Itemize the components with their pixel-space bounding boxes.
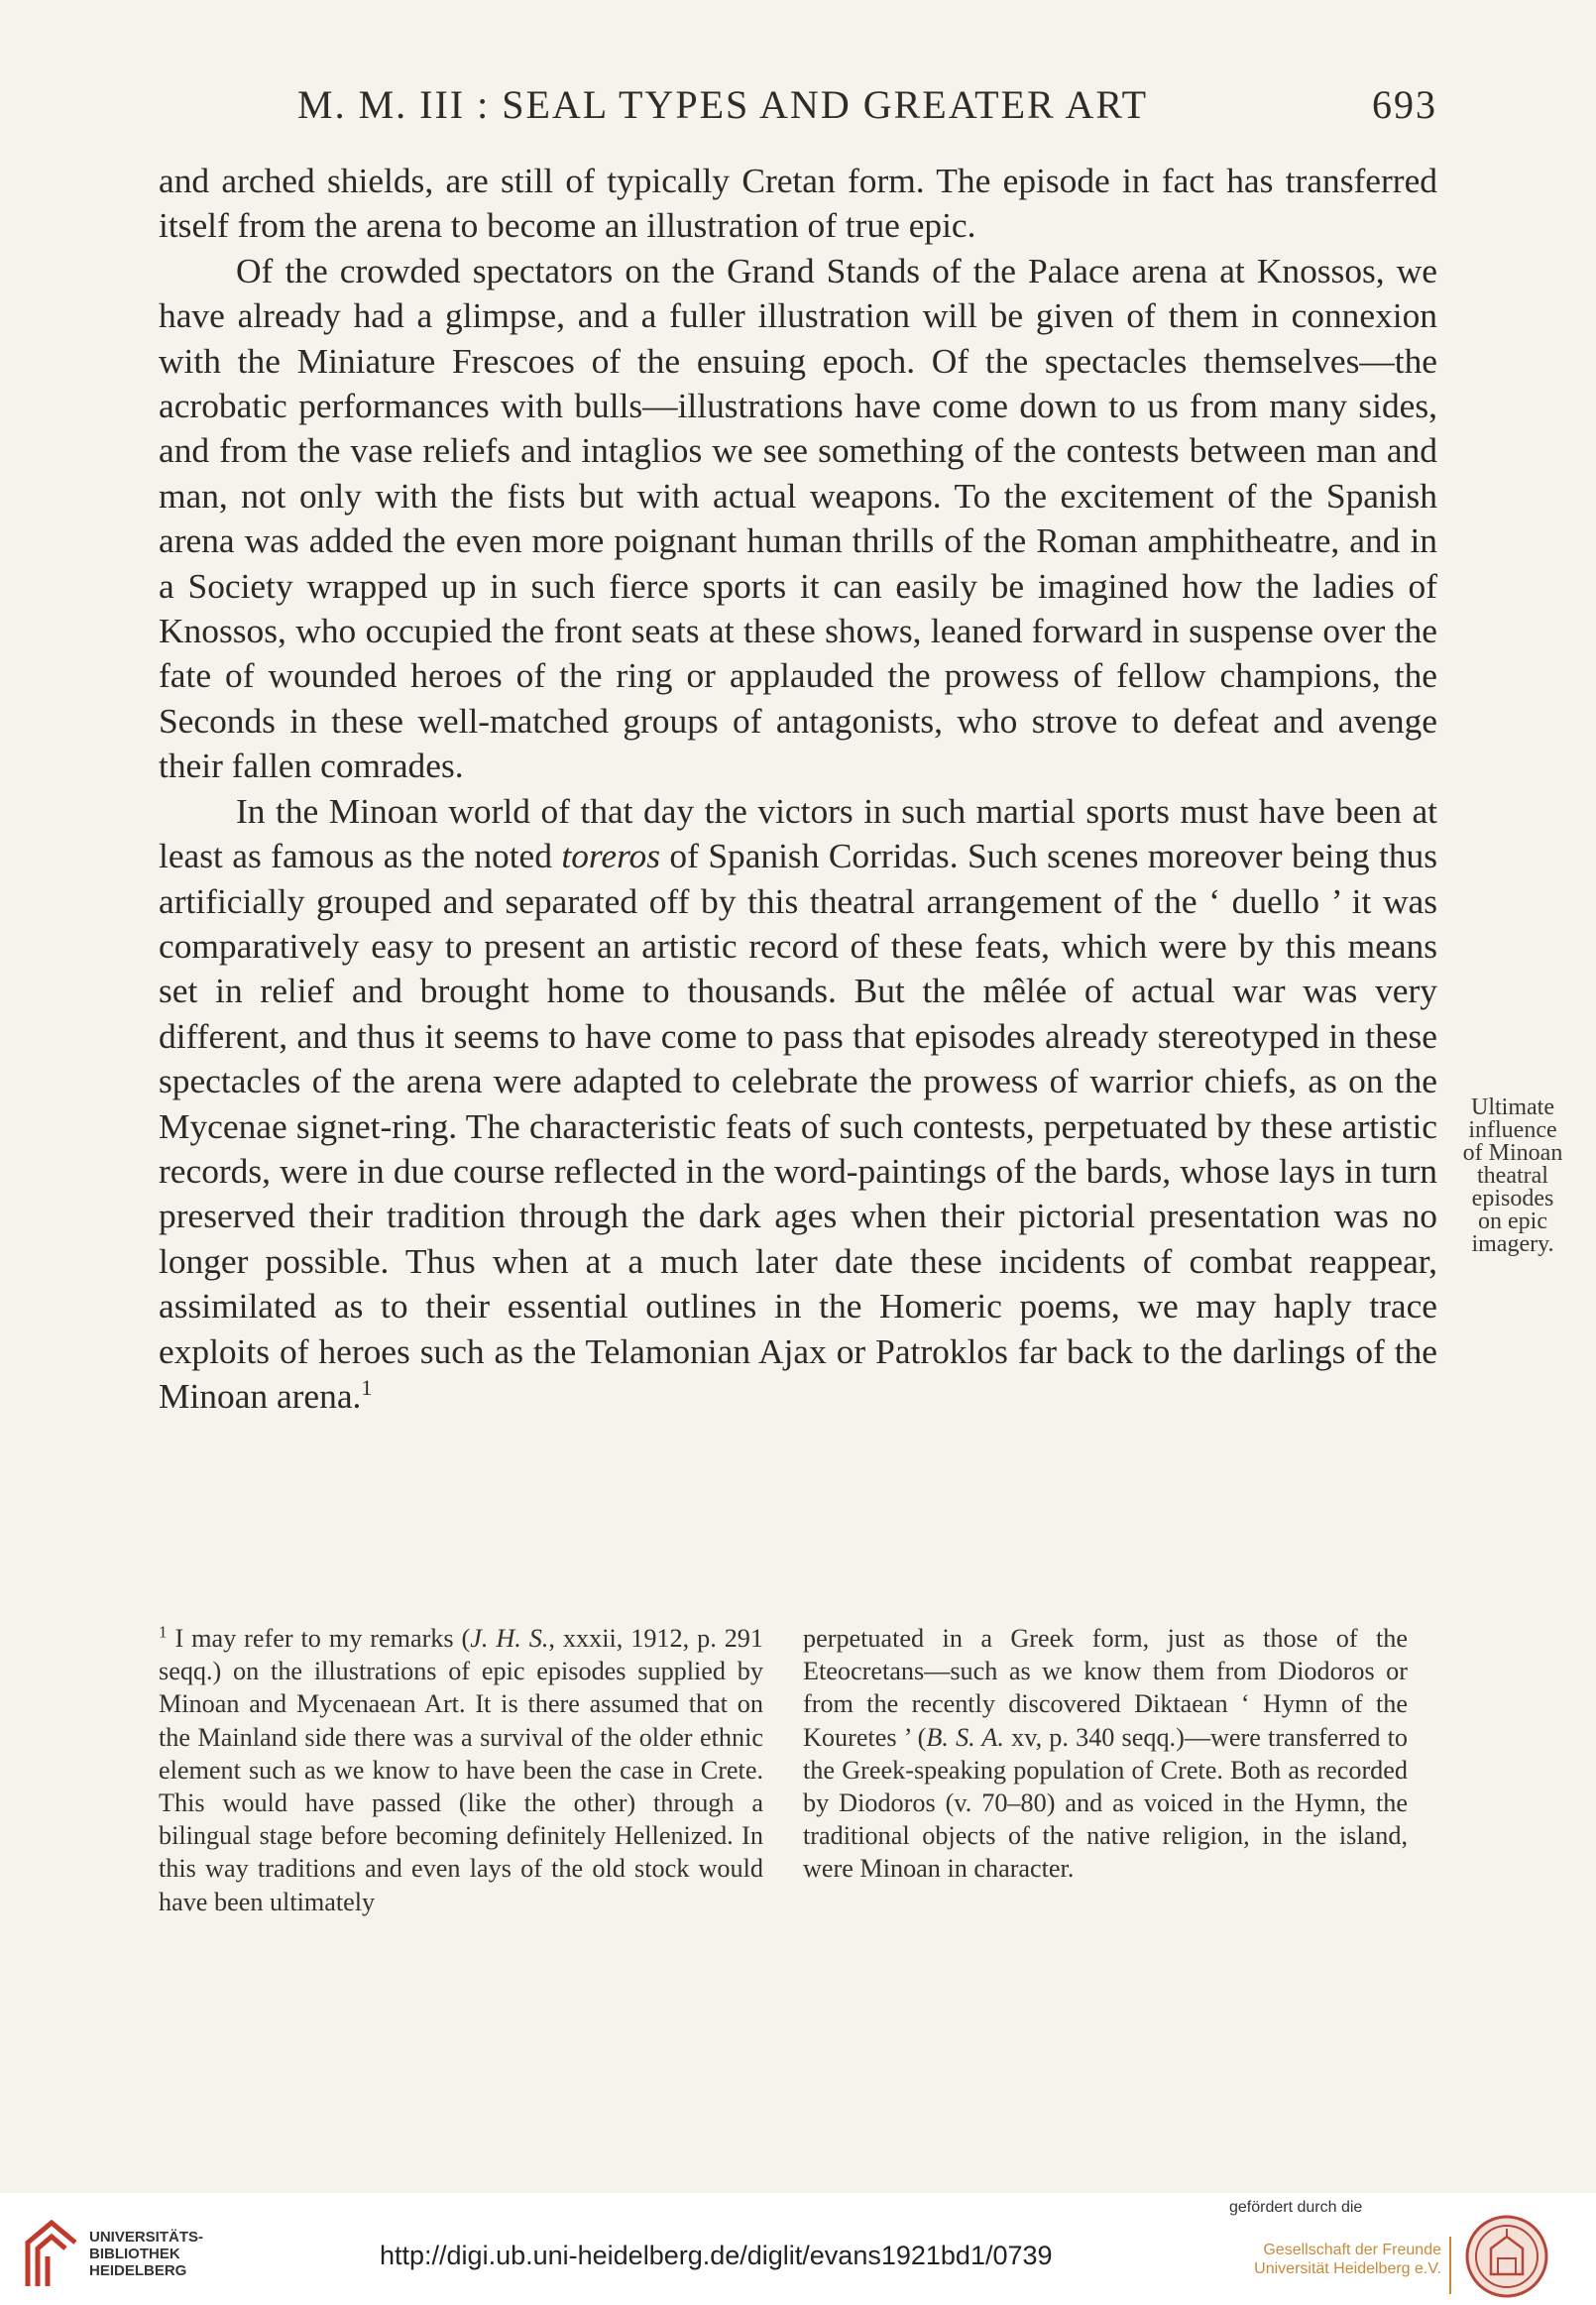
library-name	[89, 2229, 203, 2279]
footnote-right-text	[803, 1622, 1408, 1886]
digital-copy-link[interactable]: http://digi.ub.uni-heidelberg.de/diglit/evans1921bd1/0739	[380, 2241, 1053, 2270]
footnote-right-part-a: perpetuated in a Greek form, just as those of the Eteocretans—such as we know them from Diodoros or from the recently discovered Diktaean ‘ Hymn of the Kouretes ’ (	[803, 1624, 1408, 1752]
footnote-column-right	[803, 1622, 1408, 1886]
paragraph-3	[159, 789, 1437, 1420]
society-name-line: Universität Heidelberg e.V.	[1254, 2260, 1441, 2277]
paragraph-3-text-b: of Spanish Corridas. Such scenes moreover being thus artificially grouped and separated off by this theatral arrangement of the ‘ duello ’ it was comparatively easy to present an artistic record of these feats, which were by this means set in relief and brought home to thousands. But the mêlée of actual war was very different, and thus it seems to have come to pass that episodes already stereotyped in these spectacles of the arena were adapted to celebrate the prowess of warrior chiefs, as on the Mycenae signet-ring. The characteristic feats of such contests, perpetuated by these artistic records, were in due course reflected in the word-paintings of the bards, whose lays in turn preserved their tradition through the dark ages when their pictorial presentation was no longer possible. Thus when at a much later date these incidents of combat reappear, assimilated as to their essential outlines in the Homeric poems, we may haply trace exploits of heroes such as the Telamonian Ajax or Patroklos far back to the darlings of the Minoan arena.	[159, 836, 1437, 1416]
footnote-right-part-b: xv, p. 340 seqq.)—were transferred to the Greek-speaking population of Crete. Both as recorded by Diodoros (v. 70–80) and as voiced in the Hymn, the traditional objects of the native religion, in the island, were Minoan in character.	[803, 1722, 1408, 1884]
margin-note-line: of Minoan	[1462, 1140, 1563, 1166]
footnote-mark: 1	[159, 1622, 168, 1642]
page-number: 693	[1372, 82, 1437, 127]
margin-note-line: theatral	[1477, 1163, 1548, 1189]
italic-toreros: toreros	[561, 836, 660, 876]
footnote-left-part-b: , xxxii, 1912, p. 291 seqq.) on the illustrations of epic episodes supplied by Minoan and Mycenaean Art. It is there assumed that on the Mainland side there was a survival of the older ethnic element such as we know to have been the case in Crete. This would have passed (like the other) through a bilingual stage before becoming definitely Hellenized. In this way traditions and even lays of the old stock would have been ultimately	[159, 1624, 763, 1916]
running-title: M. M. III : SEAL TYPES AND GREATER ART	[297, 82, 1149, 127]
body-text	[159, 159, 1437, 1419]
society-name	[1231, 2241, 1441, 2278]
footer-divider	[1449, 2237, 1451, 2294]
paragraph-3-text-a: In the Minoan world of that day the victors in such martial sports must have been at least as famous as the noted	[159, 790, 1437, 876]
digitization-footer	[0, 2193, 1596, 2305]
library-name-line: HEIDELBERG	[89, 2262, 187, 2279]
margin-note-line: episodes	[1471, 1186, 1554, 1211]
margin-note-line: Ultimate	[1471, 1095, 1554, 1120]
margin-note-line: on epic	[1478, 1209, 1547, 1234]
margin-note-line: influence	[1468, 1117, 1557, 1143]
library-name-line: UNIVERSITÄTS-	[89, 2229, 204, 2246]
paragraph-2: Of the crowded spectators on the Grand Stands of the Palace arena at Knossos, we have already had a glimpse, and a fuller illustration will be given of them in connexion with the Miniature Frescoes of the ensuing epoch. Of the spectacles themselves—the acrobatic performances with bulls—illustrations have come down to us from many sides, and from the vase reliefs and intaglios we see something of the contests between man and man, not only with the fists but with actual weapons. To the excitement of the Spanish arena was added the even more poignant human thrills of the Roman amphitheatre, and in a Society wrapped up in such fierce sports it can easily be imagined how the ladies of Knossos, who occupied the front seats at these shows, leaned forward in suspense over the fate of wounded heroes of the ring or applauded the prowess of fellow champions, the Seconds in these well-matched groups of antagonists, who strove to defeat and avenge their fallen comrades.	[159, 250, 1437, 786]
society-name-line: Gesellschaft der Freunde	[1263, 2242, 1441, 2258]
footnote-journal-abbrev: J. H. S.	[470, 1624, 549, 1653]
university-library-logo-icon	[22, 2217, 81, 2288]
society-seal-icon	[1465, 2215, 1548, 2298]
footnote-bsa-abbrev: B. S. A.	[926, 1722, 1004, 1752]
margin-note	[1443, 1096, 1582, 1256]
footnote-column-left	[159, 1622, 763, 1918]
footnote-reference: 1	[361, 1375, 373, 1401]
paragraph-1: and arched shields, are still of typically Cretan form. The episode in fact has transferred itself from the arena to become an illustration of true epic.	[159, 161, 1437, 246]
margin-note-line: imagery.	[1471, 1231, 1554, 1257]
library-name-line: BIBLIOTHEK	[89, 2246, 180, 2262]
footnote-left-part-a: I may refer to my remarks (	[167, 1624, 471, 1653]
footnote-left-text	[159, 1622, 763, 1918]
funded-by-label: gefördert durch die	[1229, 2199, 1363, 2216]
